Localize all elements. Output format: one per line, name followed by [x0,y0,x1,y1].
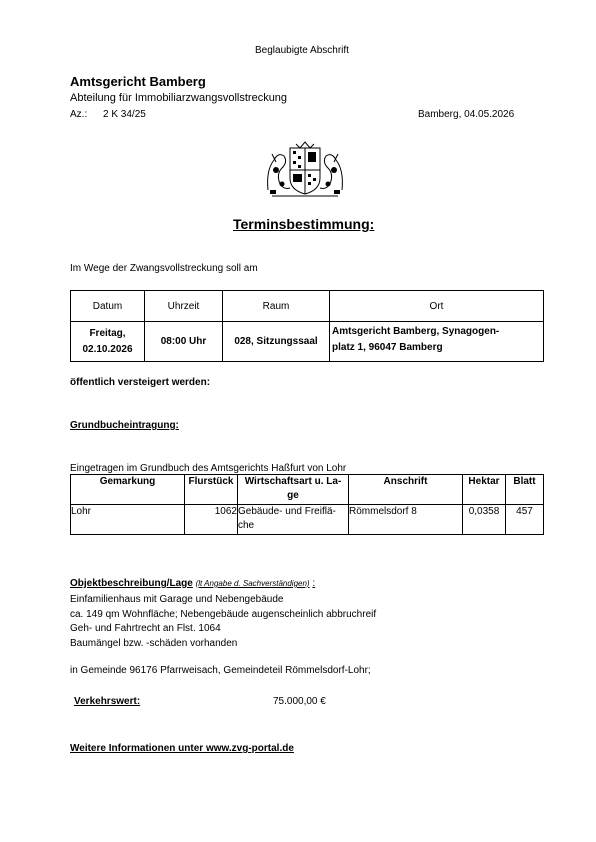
land-register-row [71,505,544,535]
cell-wirtschaftsart-line2: che [238,520,255,531]
header-gemarkung: Gemarkung [71,475,185,505]
header-wirtschaftsart-line2: ge [287,490,299,501]
cell-hektar: 0,0358 [463,505,506,535]
header-hektar: Hektar [463,475,506,505]
appointment-room: 028, Sitzungssaal [223,322,330,362]
municipality-text: in Gemeinde 96176 Pfarrweisach, Gemeindeteil Römmelsdorf-Lohr; [70,665,371,676]
intro-text: Im Wege der Zwangsvollstreckung soll am [70,263,258,274]
object-description-line: Baumängel bzw. -schäden vorhanden [70,637,238,649]
object-description-line: Geh- und Fahrtrecht an Flst. 1064 [70,623,221,634]
header-anschrift: Anschrift [349,475,463,505]
appointment-time: 08:00 Uhr [145,322,223,362]
more-info-link-text: Weitere Informationen unter www.zvg-portal.de [70,743,294,754]
appointment-date [71,322,145,362]
object-description-heading-line [70,578,315,589]
bavarian-coat-of-arms-icon [262,140,348,200]
market-value-label: Verkehrswert: [74,696,141,707]
header-place: Ort [330,291,544,322]
appointment-place [330,322,544,362]
object-description-note: (lt Angabe d. Sachverständigen) [195,579,310,588]
header-time: Uhrzeit [145,291,223,322]
cell-flurstueck: 1062 [185,505,238,535]
object-description-list [70,593,376,651]
appointment-weekday: Freitag, [89,327,126,339]
place-date: Bamberg, 04.05.2026 [418,109,515,120]
header-wirtschaftsart-line1: Wirtschaftsart u. La- [244,476,342,487]
land-register-header-row [71,475,544,505]
cell-wirtschaftsart [238,505,349,535]
object-description-colon: : [312,578,316,589]
header-flurstueck: Flurstück [185,475,238,505]
file-reference-value: 2 K 34/25 [103,109,146,120]
header-wirtschaftsart [238,475,349,505]
appointment-place-line2: platz 1, 96047 Bamberg [332,342,443,353]
land-register-table [70,474,544,535]
object-description-line: Einfamilienhaus mit Garage und Nebengebäude [70,594,284,605]
header-room: Raum [223,291,330,322]
cell-wirtschaftsart-line1: Gebäude- und Freiflä- [238,506,336,517]
certified-copy-label: Beglaubigte Abschrift [255,45,349,56]
land-register-heading: Grundbucheintragung: [70,420,179,431]
market-value-amount: 75.000,00 € [273,696,326,707]
appointment-value-row [71,322,544,362]
file-reference-label: Az.: [70,109,88,120]
appointment-table [70,290,544,362]
object-description-line: ca. 149 qm Wohnfläche; Nebengebäude augenscheinlich abbruchreif [70,608,377,620]
court-department: Abteilung für Immobiliarzwangsvollstreckung [70,92,288,104]
appointment-date-value: 02.10.2026 [82,343,133,355]
appointment-header-row [71,291,544,322]
object-description-heading: Objektbeschreibung/Lage [70,578,193,589]
header-date: Datum [71,291,145,322]
appointment-place-line1: Amtsgericht Bamberg, Synagogen- [332,326,500,337]
cell-gemarkung: Lohr [71,505,185,535]
page-title: Terminsbestimmung: [233,216,375,232]
cell-anschrift: Römmelsdorf 8 [349,505,463,535]
auction-statement: öffentlich versteigert werden: [70,377,211,388]
cell-blatt: 457 [506,505,544,535]
header-blatt: Blatt [506,475,544,505]
court-name: Amtsgericht Bamberg [70,74,206,89]
land-register-source: Eingetragen im Grundbuch des Amtsgerichts Haßfurt von Lohr [70,463,347,474]
